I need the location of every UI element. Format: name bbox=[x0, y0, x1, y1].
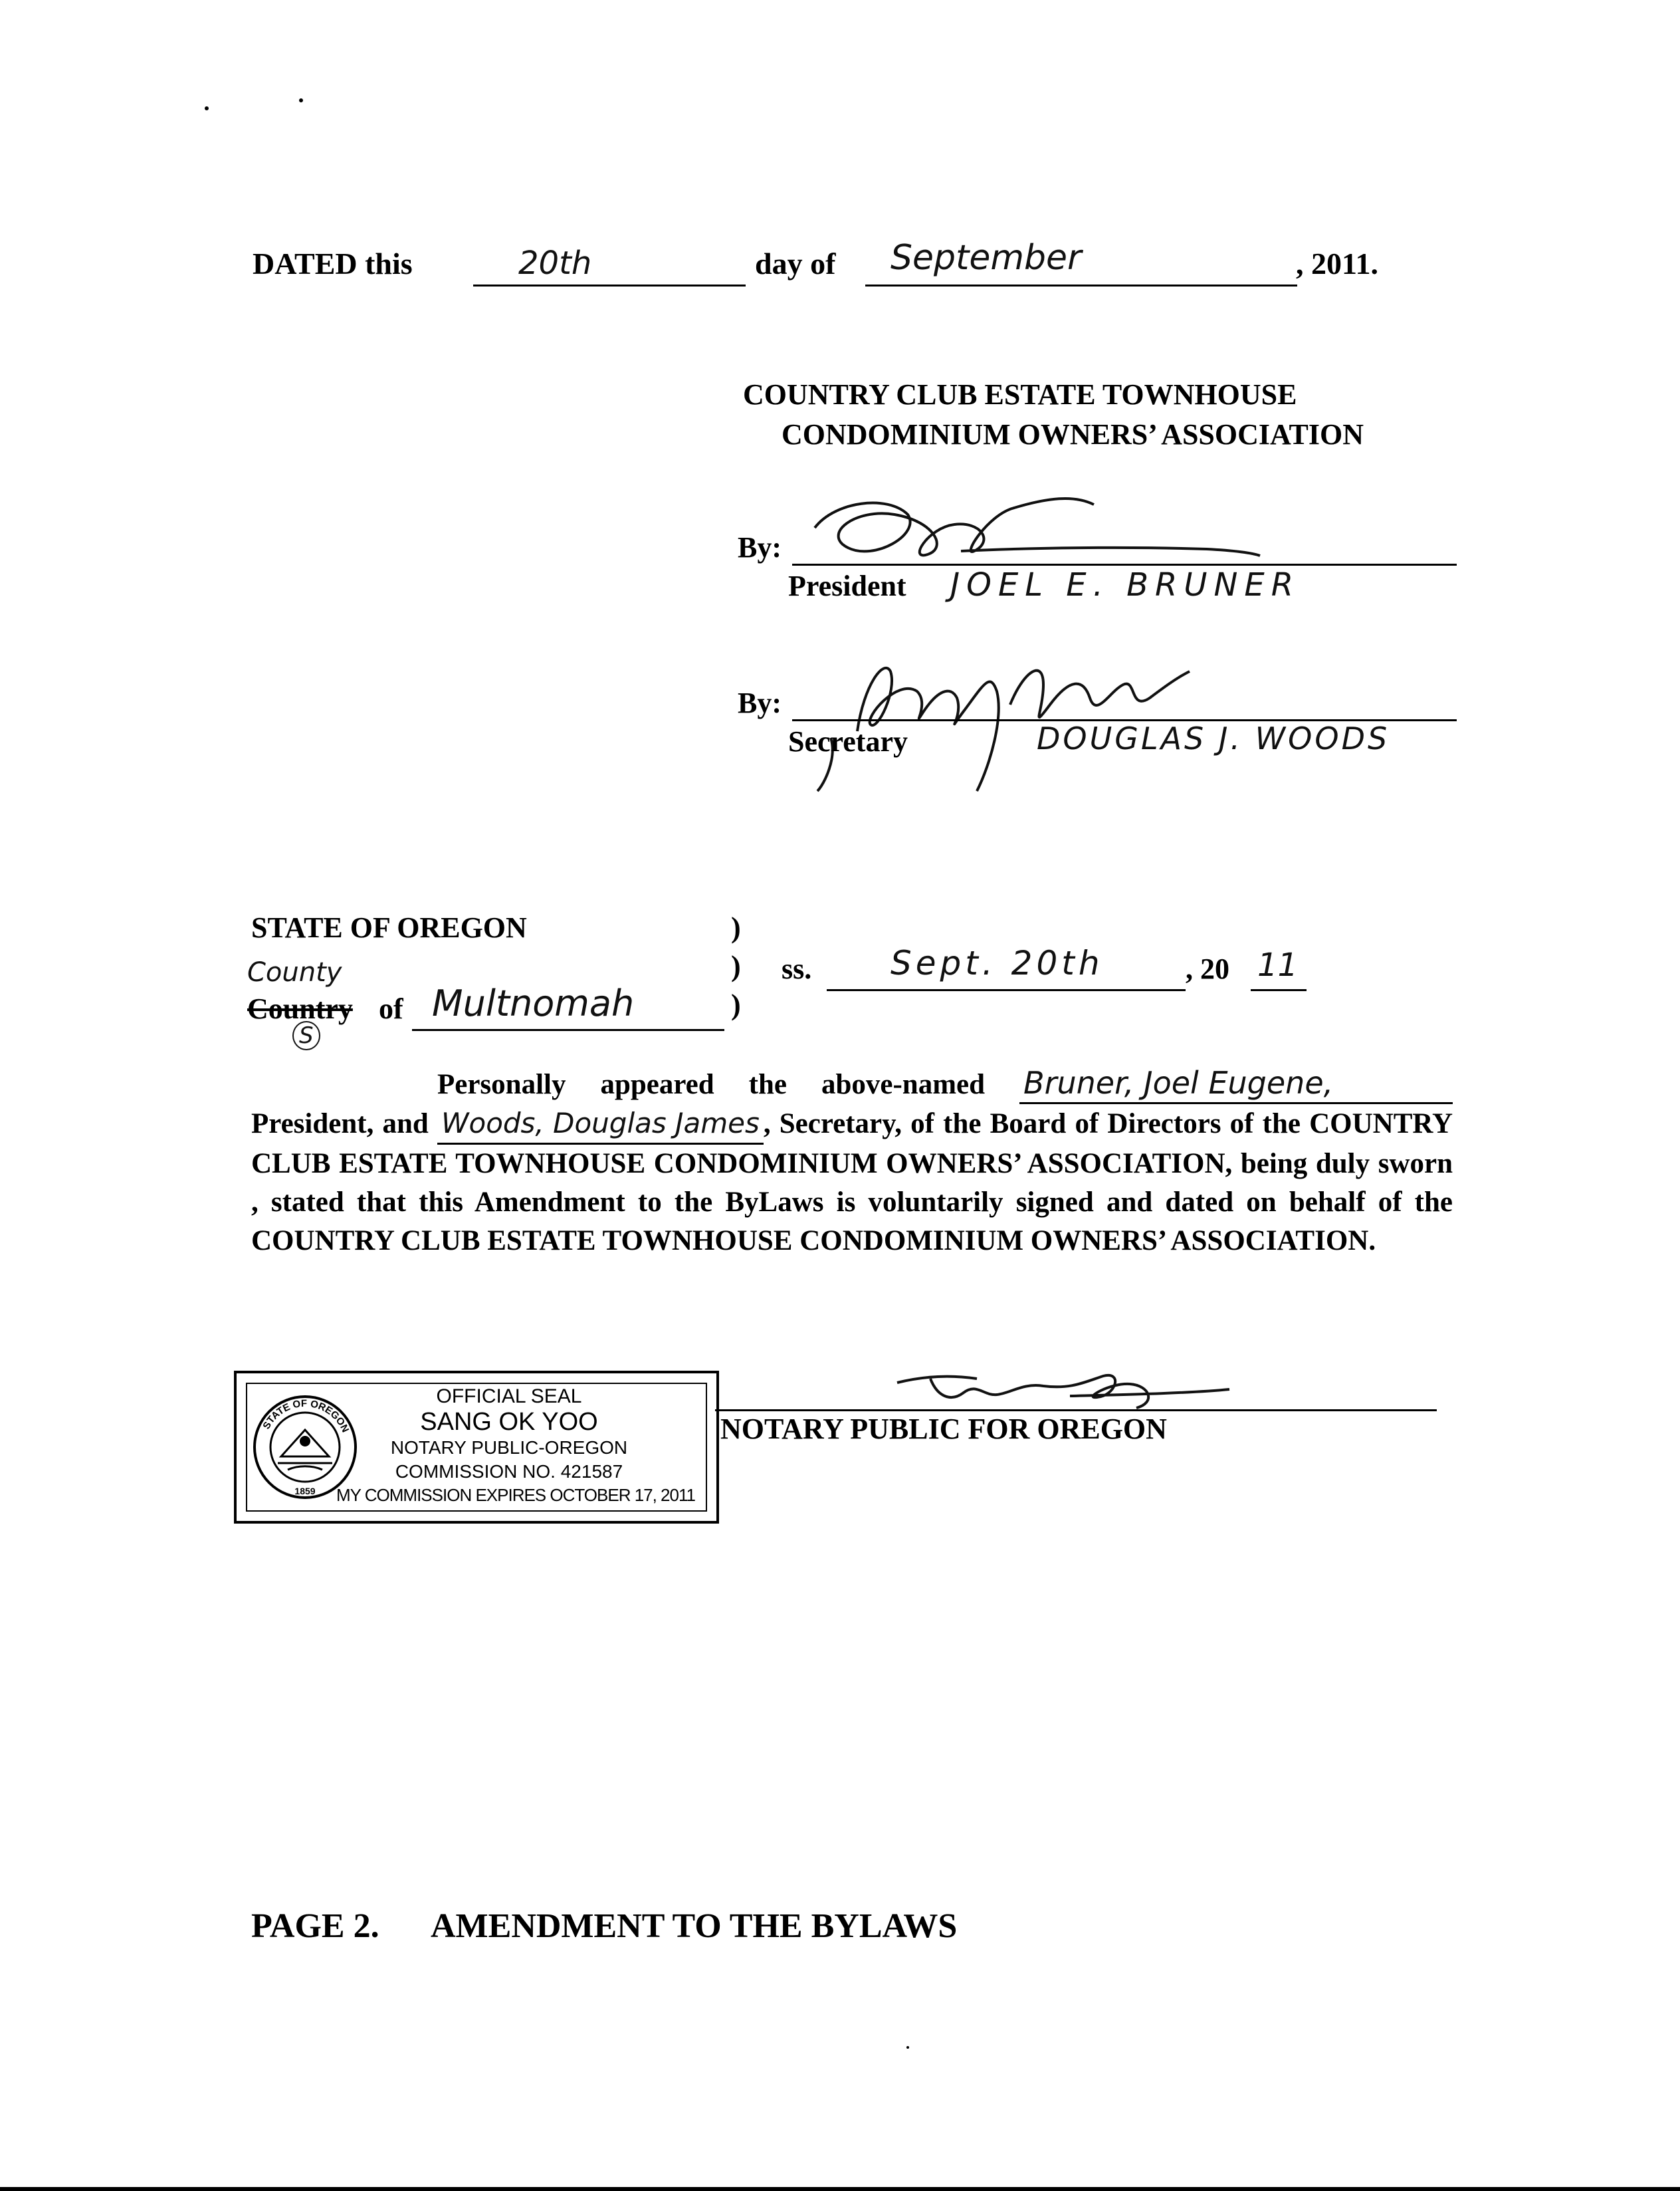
seal-emblem-top-text: STATE OF OREGON bbox=[261, 1397, 352, 1435]
seal-line-1: OFFICIAL SEAL bbox=[436, 1385, 582, 1407]
president-title: President bbox=[788, 570, 906, 602]
ss-date-line bbox=[827, 989, 1186, 991]
seal-line-3: NOTARY PUBLIC-OREGON bbox=[390, 1437, 628, 1458]
scan-speck bbox=[906, 2046, 909, 2049]
venue-paren-1: ) bbox=[731, 911, 741, 944]
president-by-label: By: bbox=[738, 531, 782, 564]
secretary-title: Secretary bbox=[788, 725, 908, 758]
dated-day-line bbox=[473, 285, 746, 287]
association-line-1: COUNTRY CLUB ESTATE TOWNHOUSE bbox=[743, 378, 1297, 411]
acknowledgment-rest: , Secretary, of the Board of Directors of the COUNTRY CLUB ESTATE TOWNHOUSE CONDOMINIUM OWNERS’ ASSOCIATION, being duly sworn , stated that this Amendment to the ByLaws is voluntarily signed and dated on behalf of the COUNTRY CLUB ESTATE TOWNHOUSE CONDOMINIUM OWNERS’ ASSOCIATION. bbox=[251, 1108, 1453, 1256]
footer-title: AMENDMENT TO THE BYLAWS bbox=[431, 1907, 958, 1945]
association-line-2: CONDOMINIUM OWNERS’ ASSOCIATION bbox=[782, 418, 1364, 451]
notary-seal-stamp bbox=[234, 1371, 719, 1524]
ss-year-handwritten: 11 bbox=[1257, 947, 1299, 984]
president-printed-name: JOEL E. BRUNER bbox=[950, 566, 1301, 604]
dated-prefix: DATED this bbox=[253, 247, 413, 281]
seal-line-2: SANG OK YOO bbox=[420, 1408, 598, 1436]
secretary-signature bbox=[791, 632, 1269, 804]
seal-line-5: MY COMMISSION EXPIRES OCTOBER 17, 2011 bbox=[336, 1485, 695, 1505]
county-of-label: of bbox=[379, 992, 403, 1025]
county-label-struck: Country bbox=[247, 992, 353, 1025]
county-handwritten-correction: County bbox=[247, 957, 342, 988]
secretary-printed-name: DOUGLAS J. WOODS bbox=[1037, 721, 1390, 756]
secretary-by-label: By: bbox=[738, 687, 782, 719]
dated-month-line bbox=[865, 285, 1297, 287]
footer-page-label: PAGE 2. bbox=[251, 1907, 379, 1945]
venue-paren-3: ) bbox=[731, 988, 741, 1021]
county-line bbox=[412, 1029, 724, 1031]
acknowledgment-paragraph bbox=[251, 1064, 1453, 1260]
dated-suffix: , 2011. bbox=[1296, 247, 1378, 281]
seal-line-4: COMMISSION NO. 421587 bbox=[395, 1461, 623, 1482]
acknowledgment-lead: Personally appeared the above-named bbox=[437, 1069, 986, 1100]
ss-label: ss. bbox=[782, 953, 812, 985]
dated-month-handwritten: September bbox=[891, 238, 1082, 278]
president-signature-line bbox=[792, 564, 1457, 566]
acknowledgment-president-and: President, and bbox=[251, 1108, 429, 1139]
venue-paren-2: ) bbox=[731, 950, 741, 982]
county-handwritten: Multnomah bbox=[432, 982, 635, 1024]
notary-signature-line bbox=[715, 1409, 1437, 1411]
notary-public-label: NOTARY PUBLIC FOR OREGON bbox=[720, 1413, 1167, 1445]
county-initials: S bbox=[292, 1021, 320, 1050]
state-label: STATE OF OREGON bbox=[251, 911, 527, 944]
scan-speck bbox=[205, 106, 209, 110]
acknowledgment-name-2: Woods, Douglas James bbox=[437, 1104, 764, 1145]
president-signature bbox=[795, 488, 1273, 574]
dated-middle: day of bbox=[755, 247, 836, 281]
seal-emblem-year: 1859 bbox=[294, 1486, 316, 1496]
scan-bottom-edge bbox=[0, 2187, 1680, 2191]
ss-year-line bbox=[1251, 989, 1307, 991]
acknowledgment-name-1: Bruner, Joel Eugene, bbox=[1019, 1064, 1453, 1104]
scan-speck bbox=[299, 98, 303, 102]
ss-year-prefix: , 20 bbox=[1186, 953, 1229, 985]
dated-day-handwritten: 20th bbox=[518, 245, 592, 282]
ss-date-handwritten: Sept. 20th bbox=[891, 944, 1104, 982]
